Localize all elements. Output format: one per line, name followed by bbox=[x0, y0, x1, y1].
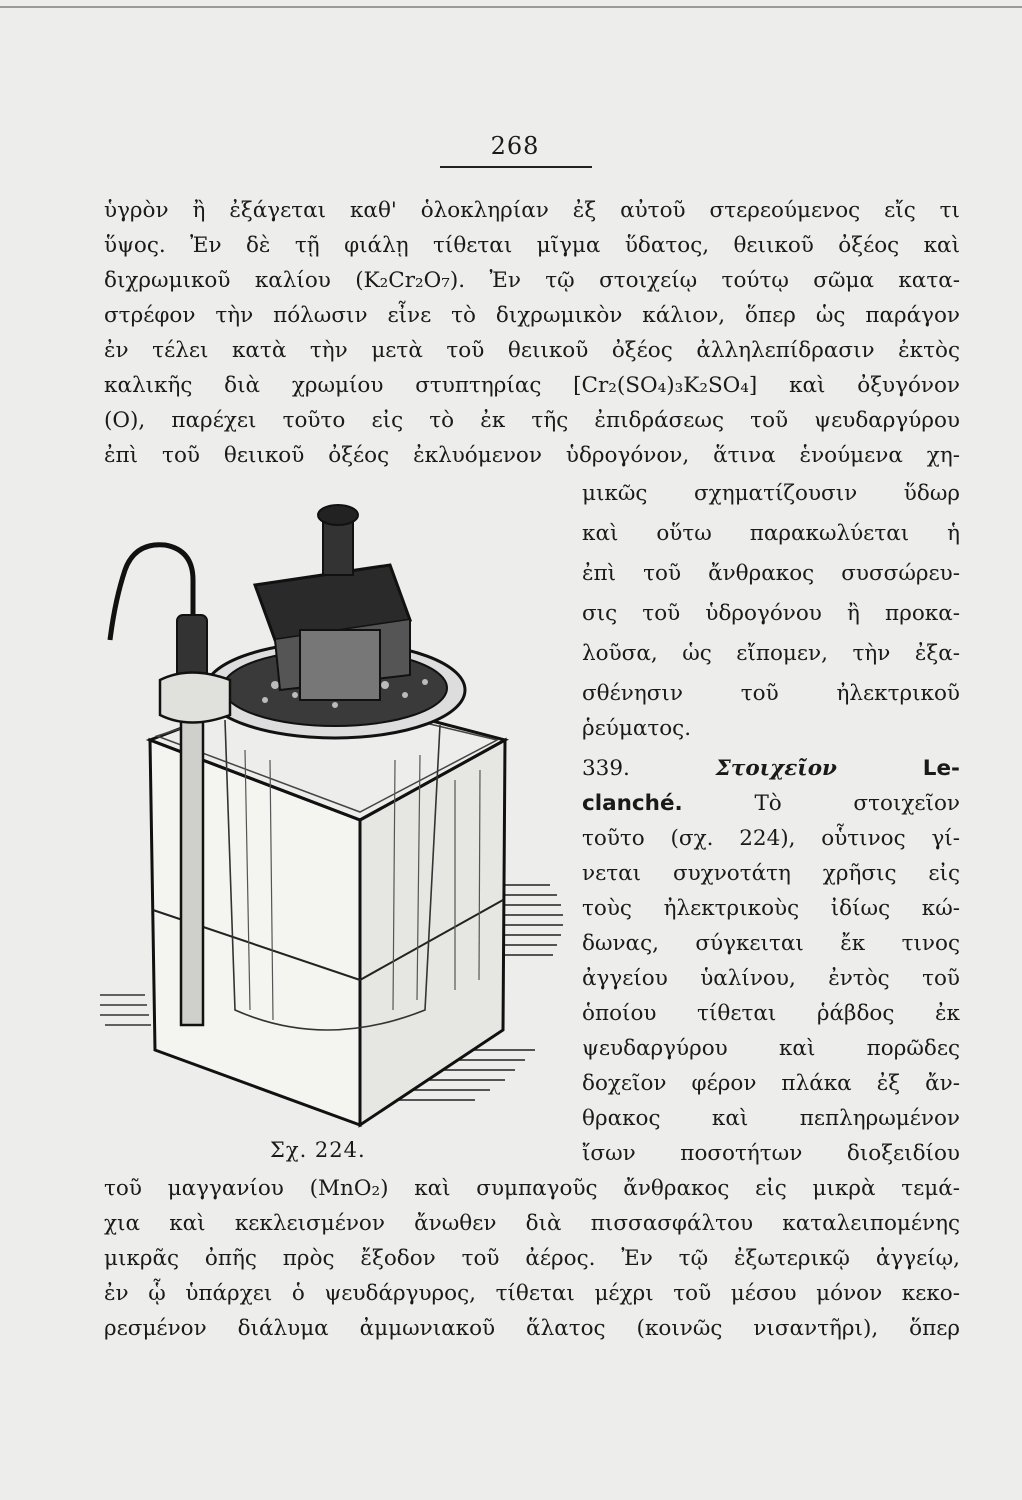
side-text-line: τοὺς ἠλεκτρικοὺς ἰδίως κώ- bbox=[582, 896, 960, 921]
text-line: ἐπὶ τοῦ θειικοῦ ὀξέος ἐκλυόμενον ὑδρογόνον, ἅτινα ἑνούμενα χη- bbox=[104, 443, 960, 468]
top-edge-rule bbox=[0, 6, 1022, 8]
text-line: ρεσμένον διάλυμα ἀμμωνιακοῦ ἅλατος (κοινῶς νισαντῆρι), ὅπερ bbox=[104, 1316, 960, 1341]
side-text-line: καὶ οὕτω παρακωλύεται ἡ bbox=[582, 521, 960, 546]
text-line: ἐν τέλει κατὰ τὴν μετὰ τοῦ θειικοῦ ὀξέος ἀλληλεπίδρασιν ἐκτὸς bbox=[104, 338, 960, 363]
section-number: 339. bbox=[582, 756, 630, 781]
side-text-line: νεται συχνοτάτη χρῆσις εἰς bbox=[582, 861, 960, 886]
page-number-rule bbox=[440, 166, 592, 168]
side-text-line: ἴσων ποσοτήτων διοξειδίου bbox=[582, 1141, 960, 1166]
side-text-line: ῥεύματος. bbox=[582, 716, 692, 741]
section-name-part2: clanché. bbox=[582, 791, 683, 816]
text-line: ὑγρὸν ἢ ἐξάγεται καθ' ὁλοκληρίαν ἐξ αὐτοῦ στερεούμενος εἴς τι bbox=[104, 198, 960, 223]
section-title: Στοιχεῖον bbox=[715, 756, 837, 781]
zinc-rod bbox=[181, 695, 203, 1025]
text-line: μικρᾶς ὀπῆς πρὸς ἔξοδον τοῦ ἀέρος. Ἐν τῷ ἐξωτερικῷ ἀγγείῳ, bbox=[104, 1246, 960, 1271]
side-text-line: δοχεῖον φέρον πλάκα ἐξ ἄν- bbox=[582, 1071, 960, 1096]
rod-collar bbox=[160, 673, 230, 723]
section-heading-rest: Τὸ στοιχεῖον bbox=[754, 791, 960, 816]
side-text-line: λοῦσα, ὡς εἴπομεν, τὴν ἐξα- bbox=[582, 641, 960, 666]
side-text-line: δωνας, σύγκειται ἔκ τινος bbox=[582, 931, 960, 956]
text-line: τοῦ μαγγανίου (MnO₂) καὶ συμπαγοῦς ἄνθρακος εἰς μικρὰ τεμά- bbox=[104, 1176, 960, 1201]
terminal-screw-head bbox=[318, 505, 358, 525]
jar-right-face bbox=[360, 740, 505, 1125]
side-text-line: θρακος καὶ πεπληρωμένον bbox=[582, 1106, 960, 1131]
leclanche-cell-illustration bbox=[95, 490, 565, 1130]
section-heading-continuation bbox=[582, 787, 960, 821]
text-line: στρέφον τὴν πόλωσιν εἶνε τὸ διχρωμικὸν κάλιον, ὅπερ ὡς παράγον bbox=[104, 303, 960, 328]
side-text-line: μικῶς σχηματίζουσιν ὕδωρ bbox=[582, 481, 960, 506]
text-line: ἐν ᾧ ὑπάρχει ὁ ψευδάργυρος, τίθεται μέχρι τοῦ μέσου μόνον κεκο- bbox=[104, 1281, 960, 1306]
section-heading bbox=[582, 752, 960, 786]
side-text-line: σις τοῦ ὑδρογόνου ἢ προκα- bbox=[582, 601, 960, 626]
text-line: χια καὶ κεκλεισμένον ἄνωθεν διὰ πισσασφάλτου καταλειπομένης bbox=[104, 1211, 960, 1236]
page-number: 268 bbox=[490, 132, 540, 160]
side-text-line: ὁποίου τίθεται ῥάβδος ἐκ bbox=[582, 1001, 960, 1026]
text-line: διχρωμικοῦ καλίου (K₂Cr₂O₇). Ἐν τῷ στοιχείῳ τούτῳ σῶμα κατα- bbox=[104, 268, 960, 293]
carbon-plate bbox=[300, 630, 380, 700]
side-text-line: τοῦτο (σχ. 224), οὗτινος γί- bbox=[582, 826, 960, 851]
side-text-line: ἐπὶ τοῦ ἄνθρακος συσσώρευ- bbox=[582, 561, 960, 586]
text-line: (O), παρέχει τοῦτο εἰς τὸ ἐκ τῆς ἐπιδράσεως τοῦ ψευδαργύρου bbox=[104, 408, 960, 433]
section-name-part1: Le- bbox=[922, 756, 960, 781]
terminal-post bbox=[323, 520, 353, 575]
figure-caption: Σχ. 224. bbox=[270, 1138, 366, 1162]
side-text-line: σθένησιν τοῦ ἠλεκτρικοῦ bbox=[582, 681, 960, 706]
text-line: καλικῆς διὰ χρωμίου στυπτηρίας [Cr₂(SO₄)₃K₂SO₄] καὶ ὀξυγόνον bbox=[104, 373, 960, 398]
side-text-line: ψευδαργύρου καὶ πορῶδες bbox=[582, 1036, 960, 1061]
side-text-line: ἀγγείου ὑαλίνου, ἐντὸς τοῦ bbox=[582, 966, 960, 991]
text-line: ὕψος. Ἐν δὲ τῇ φιάλῃ τίθεται μῖγμα ὕδατος, θειικοῦ ὀξέος καὶ bbox=[104, 233, 960, 258]
